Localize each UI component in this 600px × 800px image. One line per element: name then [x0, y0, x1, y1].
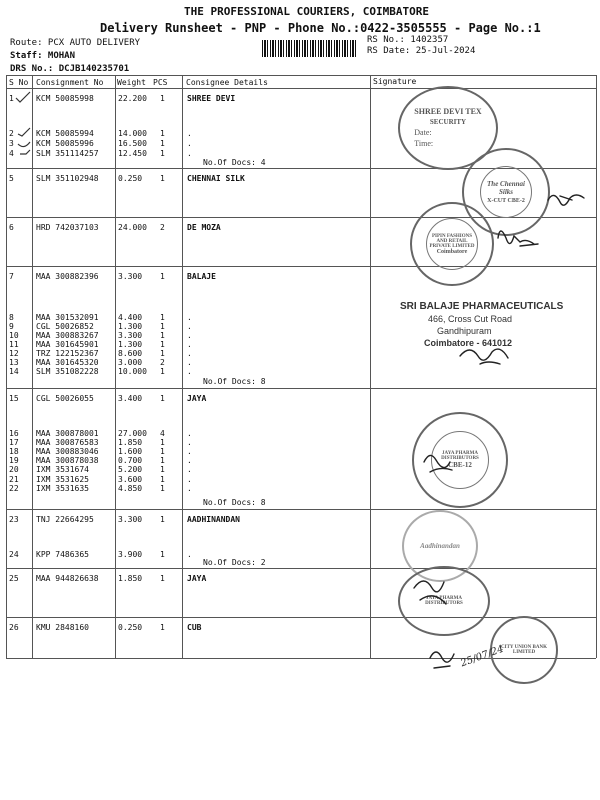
row-weight: 1.300: [118, 340, 143, 349]
row-pcs: 1: [160, 349, 165, 358]
row-sno: 5: [9, 174, 14, 183]
row-pcs: 2: [160, 223, 165, 232]
row-consignee: .: [187, 139, 192, 148]
row-consignment: SLM 351114257: [36, 149, 99, 158]
row-sno: 2: [9, 129, 14, 138]
row-consignment: MAA 301645901: [36, 340, 99, 349]
row-pcs: 2: [160, 358, 165, 367]
runsheet-title: Delivery Runsheet - PNP - Phone No.:0422-3505555 - Page No.:1: [100, 21, 541, 35]
row-consignment: IXM 3531674: [36, 465, 89, 474]
row-consignment: KMU 2848160: [36, 623, 89, 632]
row-consignee: .: [187, 129, 192, 138]
row-pcs: 1: [160, 174, 165, 183]
drs-number: DRS No.: DCJB140235701: [10, 64, 130, 74]
row-weight: 3.300: [118, 515, 143, 524]
row-consignment: MAA 300883046: [36, 447, 99, 456]
row-weight: 0.250: [118, 623, 143, 632]
row-sno: 4: [9, 149, 14, 158]
row-consignment: IXM 3531635: [36, 484, 89, 493]
rs-number: RS No.: 1402357: [367, 35, 449, 45]
row-weight: 10.000: [118, 367, 147, 376]
row-pcs: 1: [160, 139, 165, 148]
col-pcs: PCS: [153, 78, 168, 87]
row-weight: 1.850: [118, 438, 143, 447]
row-consignee: .: [187, 349, 192, 358]
row-sno: 11: [9, 340, 19, 349]
row-consignee: SHREE DEVI: [187, 94, 236, 103]
row-sno: 23: [9, 515, 19, 524]
row-sno: 17: [9, 438, 19, 447]
check-marks: [14, 90, 34, 160]
col-consignee: Consignee Details: [186, 78, 268, 87]
row-consignment: MAA 944826638: [36, 574, 99, 583]
row-weight: 22.200: [118, 94, 147, 103]
row-consignee: .: [187, 550, 192, 559]
row-pcs: 1: [160, 367, 165, 376]
row-sno: 20: [9, 465, 19, 474]
row-sno: 25: [9, 574, 19, 583]
row-sno: 19: [9, 456, 19, 465]
row-consignee: CHENNAI SILK: [187, 174, 245, 183]
shreedevi-stamp: SHREE DEVI TEX SECURITY Date: Time:: [398, 86, 498, 170]
row-pcs: 1: [160, 331, 165, 340]
row-consignment: MAA 301532091: [36, 313, 99, 322]
row-pcs: 1: [160, 456, 165, 465]
row-consignment: MAA 300876583: [36, 438, 99, 447]
row-consignment: MAA 300878038: [36, 456, 99, 465]
row-sno: 12: [9, 349, 19, 358]
jaya-stamp: JAYA PHARMA DISTRIBUTORS CBE-12: [412, 412, 508, 508]
company-title: THE PROFESSIONAL COURIERS, COIMBATORE: [184, 5, 430, 18]
handwritten-date: 25/07/24: [459, 643, 506, 670]
row-consignee: .: [187, 358, 192, 367]
row-weight: 3.300: [118, 272, 143, 281]
row-weight: 4.400: [118, 313, 143, 322]
row-consignee: .: [187, 331, 192, 340]
row-consignment: HRD 742037103: [36, 223, 99, 232]
pharma-address: 466, Cross Cut Road: [428, 314, 513, 324]
row-sno: 7: [9, 272, 14, 281]
row-sno: 3: [9, 139, 14, 148]
row-pcs: 1: [160, 465, 165, 474]
row-consignee: .: [187, 465, 192, 474]
row-pcs: 1: [160, 623, 165, 632]
pharma-name: SRI BALAJE PHARMACEUTICALS: [400, 301, 564, 312]
col-consignment: Consignment No: [36, 78, 104, 87]
route-label: Route: PCX AUTO DELIVERY: [10, 38, 141, 48]
row-weight: 12.450: [118, 149, 147, 158]
row-sno: 22: [9, 484, 19, 493]
row-weight: 1.850: [118, 574, 143, 583]
row-pcs: 4: [160, 429, 165, 438]
row-consignment: CGL 50026852: [36, 322, 94, 331]
row-sno: 15: [9, 394, 19, 403]
row-sno: 14: [9, 367, 19, 376]
docs-count: No.Of Docs: 2: [203, 558, 266, 567]
chennai-silks-stamp: The Chennai Silks X-CUT CBE-2: [462, 148, 550, 236]
row-sno: 1: [9, 94, 14, 103]
row-consignment: MAA 301645320: [36, 358, 99, 367]
row-consignment: KPP 7486365: [36, 550, 89, 559]
row-sno: 21: [9, 475, 19, 484]
barcode: [262, 40, 358, 57]
row-consignee: .: [187, 149, 192, 158]
row-consignee: JAYA: [187, 394, 207, 403]
row-consignee: .: [187, 484, 192, 493]
row-weight: 16.500: [118, 139, 147, 148]
row-consignee: .: [187, 447, 192, 456]
row-pcs: 1: [160, 515, 165, 524]
docs-count: No.Of Docs: 8: [203, 377, 266, 386]
row-consignee: .: [187, 429, 192, 438]
row-consignment: IXM 3531625: [36, 475, 89, 484]
row-weight: 0.250: [118, 174, 143, 183]
row-sno: 16: [9, 429, 19, 438]
staff-label: Staff: MOHAN: [10, 51, 76, 61]
row-consignment: KCM 50085996: [36, 139, 94, 148]
aadhinandan-stamp: Aadhinandan: [402, 510, 478, 582]
row-pcs: 1: [160, 484, 165, 493]
row-pcs: 1: [160, 475, 165, 484]
row-pcs: 1: [160, 94, 165, 103]
row-pcs: 1: [160, 394, 165, 403]
row-sno: 10: [9, 331, 19, 340]
row-consignment: MAA 300883267: [36, 331, 99, 340]
row-consignee: .: [187, 340, 192, 349]
row-pcs: 1: [160, 272, 165, 281]
row-consignee: DE MOZA: [187, 223, 221, 232]
pipin-stamp: PIPIN FASHIONS AND RETAIL PRIVATE LIMITED Coimbatore: [410, 202, 494, 286]
row-weight: 1.600: [118, 447, 143, 456]
rs-date: RS Date: 25-Jul-2024: [367, 46, 476, 56]
row-sno: 13: [9, 358, 19, 367]
row-weight: 3.600: [118, 475, 143, 484]
row-consignee: CUB: [187, 623, 202, 632]
row-weight: 27.000: [118, 429, 147, 438]
row-weight: 14.000: [118, 129, 147, 138]
col-sno: S No: [9, 78, 29, 87]
row-weight: 8.600: [118, 349, 143, 358]
row-weight: 24.000: [118, 223, 147, 232]
row-weight: 3.000: [118, 358, 143, 367]
row-pcs: 1: [160, 149, 165, 158]
row-sno: 9: [9, 322, 14, 331]
row-sno: 26: [9, 623, 19, 632]
row-consignee: .: [187, 438, 192, 447]
row-pcs: 1: [160, 447, 165, 456]
row-consignee: .: [187, 475, 192, 484]
docs-count: No.Of Docs: 8: [203, 498, 266, 507]
row-pcs: 1: [160, 340, 165, 349]
row-consignment: CGL 50026055: [36, 394, 94, 403]
docs-count: No.Of Docs: 4: [203, 158, 266, 167]
row-pcs: 1: [160, 322, 165, 331]
row-pcs: 1: [160, 129, 165, 138]
row-consignment: KCM 50085998: [36, 94, 94, 103]
pharma-address: Gandhipuram: [437, 326, 492, 336]
row-consignment: MAA 300878001: [36, 429, 99, 438]
row-pcs: 1: [160, 313, 165, 322]
row-consignment: SLM 351102948: [36, 174, 99, 183]
row-weight: 0.700: [118, 456, 143, 465]
row-pcs: 1: [160, 438, 165, 447]
row-weight: 5.200: [118, 465, 143, 474]
row-sno: 8: [9, 313, 14, 322]
row-sno: 24: [9, 550, 19, 559]
row-consignee: .: [187, 313, 192, 322]
row-consignment: SLM 351082228: [36, 367, 99, 376]
col-weight: Weight: [117, 78, 146, 87]
row-consignee: BALAJE: [187, 272, 216, 281]
row-consignee: .: [187, 322, 192, 331]
row-pcs: 1: [160, 574, 165, 583]
row-weight: 3.400: [118, 394, 143, 403]
jaya-stamp-2: JAYA PHARMA DISTRIBUTORS: [398, 566, 490, 636]
row-consignment: TNJ 22664295: [36, 515, 94, 524]
row-sno: 6: [9, 223, 14, 232]
row-sno: 18: [9, 447, 19, 456]
row-weight: 3.300: [118, 331, 143, 340]
cub-stamp: CITY UNION BANK LIMITED: [490, 616, 558, 684]
row-consignee: AADHINANDAN: [187, 515, 240, 524]
row-weight: 1.300: [118, 322, 143, 331]
row-weight: 4.850: [118, 484, 143, 493]
row-consignment: KCM 50085994: [36, 129, 94, 138]
col-signature: Signature: [373, 77, 417, 86]
signatures: [370, 88, 596, 688]
row-consignee: JAYA: [187, 574, 207, 583]
pharma-address: Coimbatore - 641012: [424, 338, 513, 348]
row-pcs: 1: [160, 550, 165, 559]
row-consignment: TRZ 122152367: [36, 349, 99, 358]
row-weight: 3.900: [118, 550, 143, 559]
row-consignment: MAA 300882396: [36, 272, 99, 281]
row-consignee: .: [187, 367, 192, 376]
row-consignee: .: [187, 456, 192, 465]
